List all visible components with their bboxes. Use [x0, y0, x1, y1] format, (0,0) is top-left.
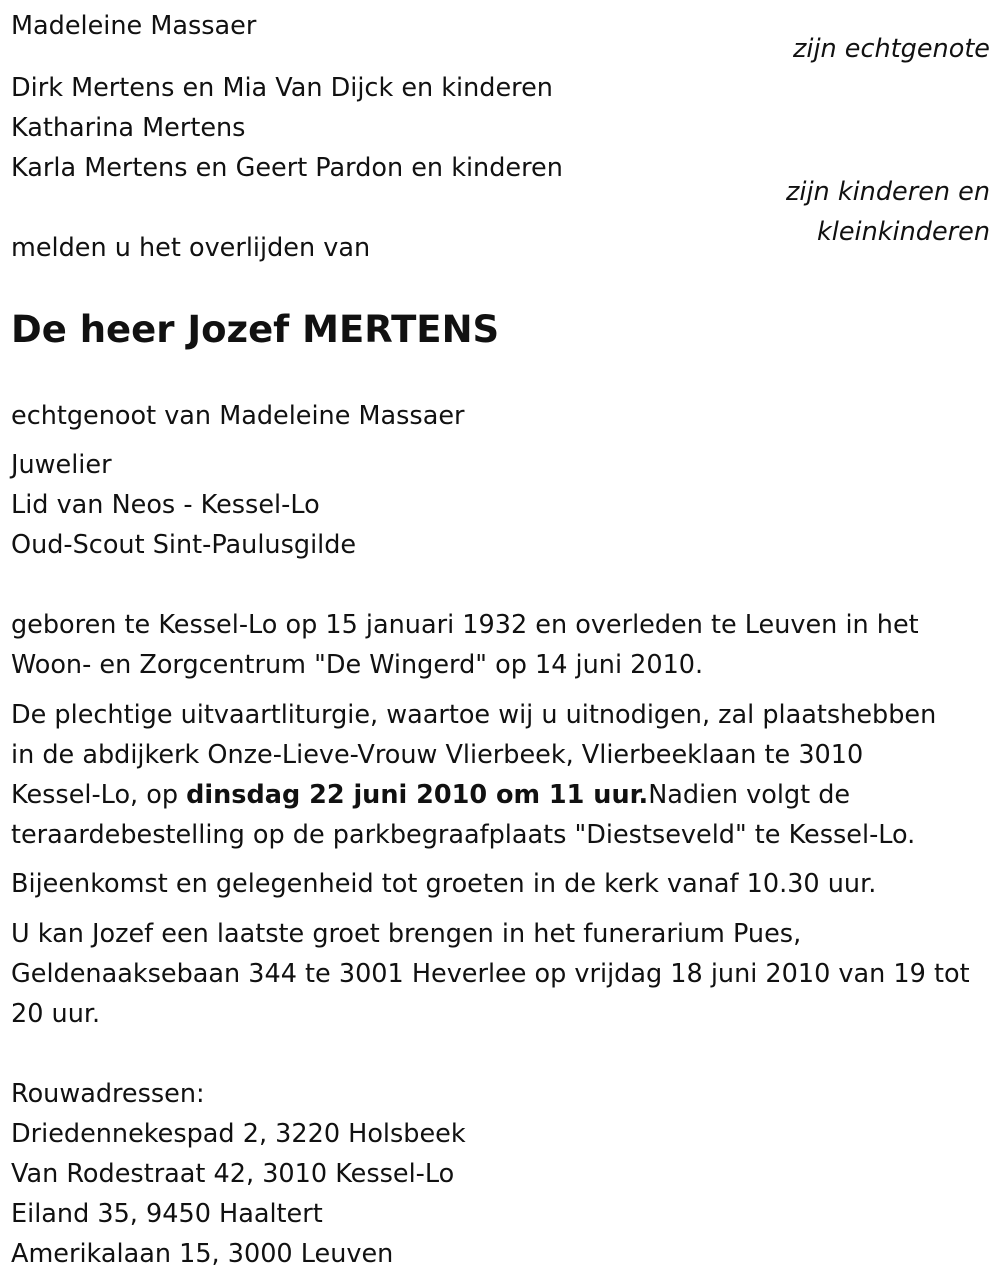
viewing-line-3: 20 uur. [11, 999, 101, 1029]
birth-death-line-2: Woon- en Zorgcentrum "De Wingerd" op 14 juni 2010. [11, 650, 704, 680]
detail-membership: Lid van Neos - Kessel-Lo [11, 490, 320, 520]
funeral-line-3 [11, 775, 850, 815]
funeral-line-2: in de abdijkerk Onze-Lieve-Vrouw Vlierbeek, Vlierbeeklaan te 3010 [11, 740, 864, 770]
viewing-line-2: Geldenaaksebaan 344 te 3001 Heverlee op vrijdag 18 juni 2010 van 19 tot [11, 959, 970, 989]
gathering-text: Bijeenkomst en gelegenheid tot groeten in de kerk vanaf 10.30 uur. [11, 869, 877, 899]
announcement-text: melden u het overlijden van [11, 233, 371, 263]
funeral-line-3-pre: Kessel-Lo, op [11, 780, 187, 810]
spouse-role: zijn echtgenote [792, 34, 990, 64]
addresses-label: Rouwadressen: [11, 1079, 205, 1109]
funeral-line-3-post: Nadien volgt de [648, 780, 851, 810]
funeral-date-time: dinsdag 22 juni 2010 om 11 uur. [186, 780, 649, 810]
child-line-1: Dirk Mertens en Mia Van Dijck en kinderen [11, 73, 553, 103]
child-line-3: Karla Mertens en Geert Pardon en kinderen [11, 153, 563, 183]
detail-scouting: Oud-Scout Sint-Paulusgilde [11, 530, 357, 560]
viewing-line-1: U kan Jozef een laatste groet brengen in het funerarium Pues, [11, 919, 802, 949]
address-4: Amerikalaan 15, 3000 Leuven [11, 1239, 394, 1269]
address-1: Driedennekespad 2, 3220 Holsbeek [11, 1119, 466, 1149]
address-2: Van Rodestraat 42, 3010 Kessel-Lo [11, 1159, 455, 1189]
funeral-line-1: De plechtige uitvaartliturgie, waartoe wij u uitnodigen, zal plaatshebben [11, 700, 937, 730]
children-role-line-2: kleinkinderen [816, 217, 990, 247]
address-3: Eiland 35, 9450 Haaltert [11, 1199, 323, 1229]
children-role-line-1: zijn kinderen en [786, 177, 990, 207]
detail-occupation: Juwelier [11, 450, 112, 480]
child-line-2: Katharina Mertens [11, 113, 246, 143]
spouse-of: echtgenoot van Madeleine Massaer [11, 401, 465, 431]
deceased-name: De heer Jozef MERTENS [11, 308, 500, 351]
birth-death-line-1: geboren te Kessel-Lo op 15 januari 1932 en overleden te Leuven in het [11, 610, 919, 640]
spouse-name: Madeleine Massaer [11, 11, 257, 41]
funeral-line-4: teraardebestelling op de parkbegraafplaats "Diestseveld" te Kessel-Lo. [11, 820, 916, 850]
